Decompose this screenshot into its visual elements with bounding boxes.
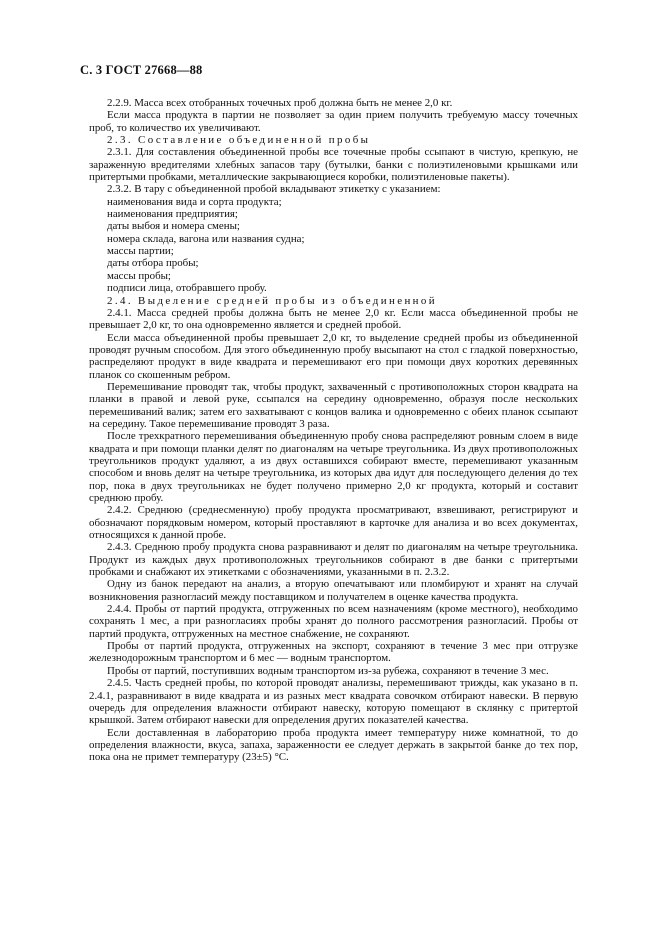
section-heading-2-3: 2.3. Составление объединенной пробы [107,134,371,147]
list-item: номера склада, вагона или названия судна; [107,232,305,245]
paragraph-2-4-5: 2.4.5. Часть средней пробы, по которой проводят анализы, перемешивают трижды, как указано в п. 2.4.1, разравнивают в виде квадрата и из разных мест квадрата совочком отбирают навески. В первую очередь для определения влажности отбирают навеску, которую помещают в склянку с притертой крышкой. Затем отбирают навески для определения других показателей качества. [89,677,578,727]
paragraph-mixing: Перемешивание проводят так, чтобы продукт, захваченный с противоположных сторон квадрата на планки в правой и левой руке, ссыпался на середину одновременно, образуя после нескольких перемешиваний валик; затем его захватывают с концов валика и одновременно с обеих планок ссыпают на середину. Такое перемешивание проводят 3 раза. [89,380,578,430]
paragraph-2-2-9: 2.2.9. Масса всех отобранных точечных проб должна быть не менее 2,0 кг. [107,97,453,109]
paragraph-2-3-2: 2.3.2. В тару с объединенной пробой вкладывают этикетку с указанием: [107,183,441,196]
paragraph-2-4-1: 2.4.1. Масса средней пробы должна быть не менее 2,0 кг. Если масса объединенной пробы не превышает 2,0 кг, то она одновременно является и средней пробой. [89,306,578,332]
document-body [89,97,578,764]
paragraph-sealed-jar: Одну из банок передают на анализ, а вторую опечатывают или пломбируют и хранят на случай возникновения разногласий между поставщиком и получателем в оценке качества продукта. [89,578,578,603]
paragraph-2-4-4: 2.4.4. Пробы от партий продукта, отгруженных по всем назначениям (кроме местного), необходимо сохранять 1 мес, а при разногласиях пробы хранят до полного рассмотрения разногласий. Пробы от партий продукта, отгруженных на местное снабжение, не сохраняют. [89,603,578,640]
paragraph-2-4-3: 2.4.3. Среднюю пробу продукта снова разравнивают и делят по диагоналям на четыре треугольника. Продукт из каждых двух противоположных треугольников собирают в две банки с притертыми пробками и снабжают их этикетками с обозначениями, указанными в п. 2.3.2. [89,541,578,579]
paragraph-import-storage: Пробы от партий, поступивших водным транспортом из-за рубежа, сохраняют в течение 3 мес. [107,664,549,677]
paragraph-mass-note: Если масса продукта в партии не позволяет за один прием получить требуемую массу точечных проб, то количество их увеличивают. [89,109,578,134]
label-items-list [89,196,578,295]
paragraph-export-storage: Пробы от партий продукта, отгруженных на экспорт, сохраняют в течение 3 мес при отгрузке железнодорожным транспортом и 6 мес — водным транспортом. [89,640,578,665]
list-item: даты отбора пробы; [107,257,199,270]
list-item: подписи лица, отобравшего пробу. [107,282,267,295]
paragraph-manual-division: Если масса объединенной пробы превышает 2,0 кг, то выделение средней пробы из объединенной проводят ручным способом. Для этого объединенную пробу высыпают на стол с гладкой поверхностью, распределяют продукт в виде квадрата и перемешивают его при помощи двух коротких деревянных планок со скошенным ребром. [89,331,578,381]
list-item: даты выбоя и номера смены; [107,220,240,233]
list-item: наименования вида и сорта продукта; [107,195,282,208]
list-item: массы пробы; [107,269,171,282]
list-item: наименования предприятия; [107,208,238,221]
section-heading-2-4: 2.4. Выделение средней пробы из объединенной [107,294,437,307]
paragraph-2-4-2: 2.4.2. Среднюю (среднесменную) пробу продукта просматривают, взвешивают, регистрируют и обозначают порядковым номером, который проставляют в карточке для анализа и во всех документах, относящихся к данной пробе. [89,504,578,542]
page-header: С. 3 ГОСТ 27668—88 [80,63,203,77]
list-item: массы партии; [107,245,174,258]
paragraph-quartering: После трехкратного перемешивания объединенную пробу снова распределяют ровным слоем в виде квадрата и при помощи планки делят по диагоналям на четыре треугольника. Из двух противоположных треугольников продукт удаляют, а из двух оставшихся собирают вместе, перемешивают указанным способом и вновь делят на четыре треугольника, из которых два идут для последующего деления до тех пор, пока в двух треугольниках не будет получено примерно 2,0 кг продукта, который и составит среднюю пробу. [89,430,578,504]
paragraph-2-3-1: 2.3.1. Для составления объединенной пробы все точечные пробы ссыпают в чистую, крепкую, не зараженную вредителями хлебных запасов тару (бутылки, банки с полиэтиленовыми крышками или притертыми пробками, металлические закрывающиеся коробки, полиэтиленовые пакеты). [89,146,578,184]
paragraph-temperature: Если доставленная в лабораторию проба продукта имеет температуру ниже комнатной, то до определения влажности, вкуса, запаха, зараженности ее следует держать в закрытой банке до тех пор, пока она не примет температуру (23±5) °С. [89,726,578,764]
